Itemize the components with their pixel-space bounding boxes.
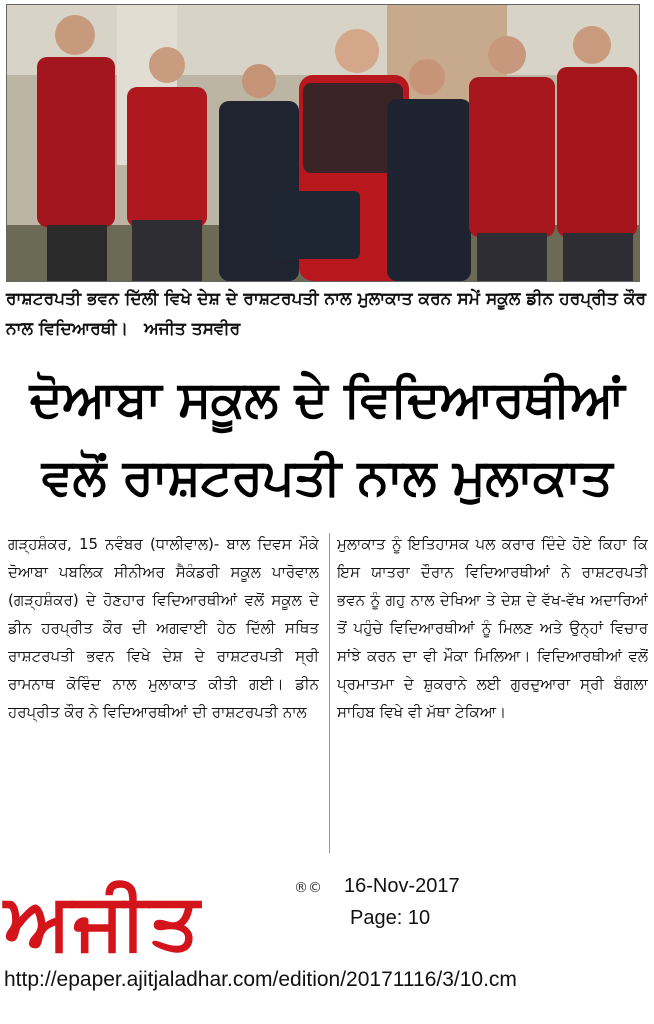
edition-date: 16-Nov-2017 [344,875,460,897]
caption-text: ਰਾਸ਼ਟਰਪਤੀ ਭਵਨ ਦਿੱਲੀ ਵਿਖੇ ਦੇਸ਼ ਦੇ ਰਾਸ਼ਟਰਪਤੀ ਨਾਲ ਮੁਲਾਕਾਤ ਕਰਨ ਸਮੇਂ ਸਕੂਲ ਡੀਨ ਹਰਪ੍ਰੀਤ ਕੌਰ ਨਾਲ ਵਿਦਿਆਰਥੀ। [6,289,646,339]
edition-meta [344,870,460,934]
registered-mark: ®© [294,880,322,896]
photo-illustration [7,5,639,281]
source-url: http://epaper.ajitjaladhar.com/edition/20171116/3/10.cm [4,968,517,991]
article-column-2: ਮੁਲਾਕਾਤ ਨੂੰ ਇਤਿਹਾਸਕ ਪਲ ਕਰਾਰ ਦਿੰਦੇ ਹੋਏ ਕਿਹਾ ਕਿ ਇਸ ਯਾਤਰਾ ਦੌਰਾਨ ਵਿਦਿਆਰਥੀਆਂ ਨੇ ਰਾਸ਼ਟਰਪਤੀ ਭਵਨ ਨੂੰ ਗਹੁ ਨਾਲ ਦੇਖਿਆ ਤੇ ਦੇਸ਼ ਦੇ ਵੱਖ-ਵੱਖ ਅਦਾਰਿਆਂ ਤੋਂ ਪਹੁੰਚੇ ਵਿਦਿਆਰਥੀਆਂ ਨੂੰ ਮਿਲਣ ਅਤੇ ਉਨ੍ਹਾਂ ਵਿਚਾਰ ਸਾਂਝੇ ਕਰਨ ਦਾ ਵੀ ਮੌਕਾ ਮਿਲਿਆ। ਵਿਦਿਆਰਥੀਆਂ ਵਲੋਂ ਪ੍ਰਮਾਤਮਾ ਦੇ ਸ਼ੁਕਰਾਨੇ ਲਈ ਗੁਰਦੁਆਰਾ ਸ੍ਰੀ ਬੰਗਲਾ ਸਾਹਿਬ ਵਿਖੇ ਵੀ ਮੱਥਾ ਟੇਕਿਆ। [337,535,648,721]
logo-text: ਅਜੀਤ [4,877,202,967]
photo-caption [6,284,646,344]
photo-credit: ਅਜੀਤ ਤਸਵੀਰ [144,319,241,339]
article-body [8,530,648,850]
column-divider [329,533,330,853]
headline-line-1: ਦੋਆਬਾ ਸਕੂਲ ਦੇ ਵਿਦਿਆਰਥੀਆਂ [29,370,625,428]
article-column-1: ਗੜ੍ਹਸ਼ੰਕਰ, 15 ਨਵੰਬਰ (ਧਾਲੀਵਾਲ)- ਬਾਲ ਦਿਵਸ ਮੌਕੇ ਦੋਆਬਾ ਪਬਲਿਕ ਸੀਨੀਅਰ ਸੈਕੰਡਰੀ ਸਕੂਲ ਪਾਰੋਵਾਲ (ਗੜ੍ਹਸ਼ੰਕਰ) ਦੇ ਹੋਣਹਾਰ ਵਿਦਿਆਰਥੀਆਂ ਵਲੋਂ ਸਕੂਲ ਦੇ ਡੀਨ ਹਰਪ੍ਰੀਤ ਕੌਰ ਦੀ ਅਗਵਾਈ ਹੇਠ ਦਿੱਲੀ ਸਥਿਤ ਰਾਸ਼ਟਰਪਤੀ ਭਵਨ ਵਿਖੇ ਦੇਸ਼ ਦੇ ਰਾਸ਼ਟਰਪਤੀ ਸ੍ਰੀ ਰਾਮਨਾਥ ਕੋਵਿੰਦ ਨਾਲ ਮੁਲਾਕਾਤ ਕੀਤੀ ਗਈ। ਡੀਨ ਹਰਪ੍ਰੀਤ ਕੌਰ ਨੇ ਵਿਦਿਆਰਥੀਆਂ ਦੀ ਰਾਸ਼ਟਰਪਤੀ ਨਾਲ [8,535,319,721]
edition-page: Page: 10 [350,907,431,929]
headline [10,360,644,516]
newspaper-logo [4,872,324,972]
news-photo [6,4,640,282]
headline-line-2: ਵਲੋਂ ਰਾਸ਼ਟਰਪਤੀ ਨਾਲ ਮੁਲਾਕਾਤ [41,448,613,506]
